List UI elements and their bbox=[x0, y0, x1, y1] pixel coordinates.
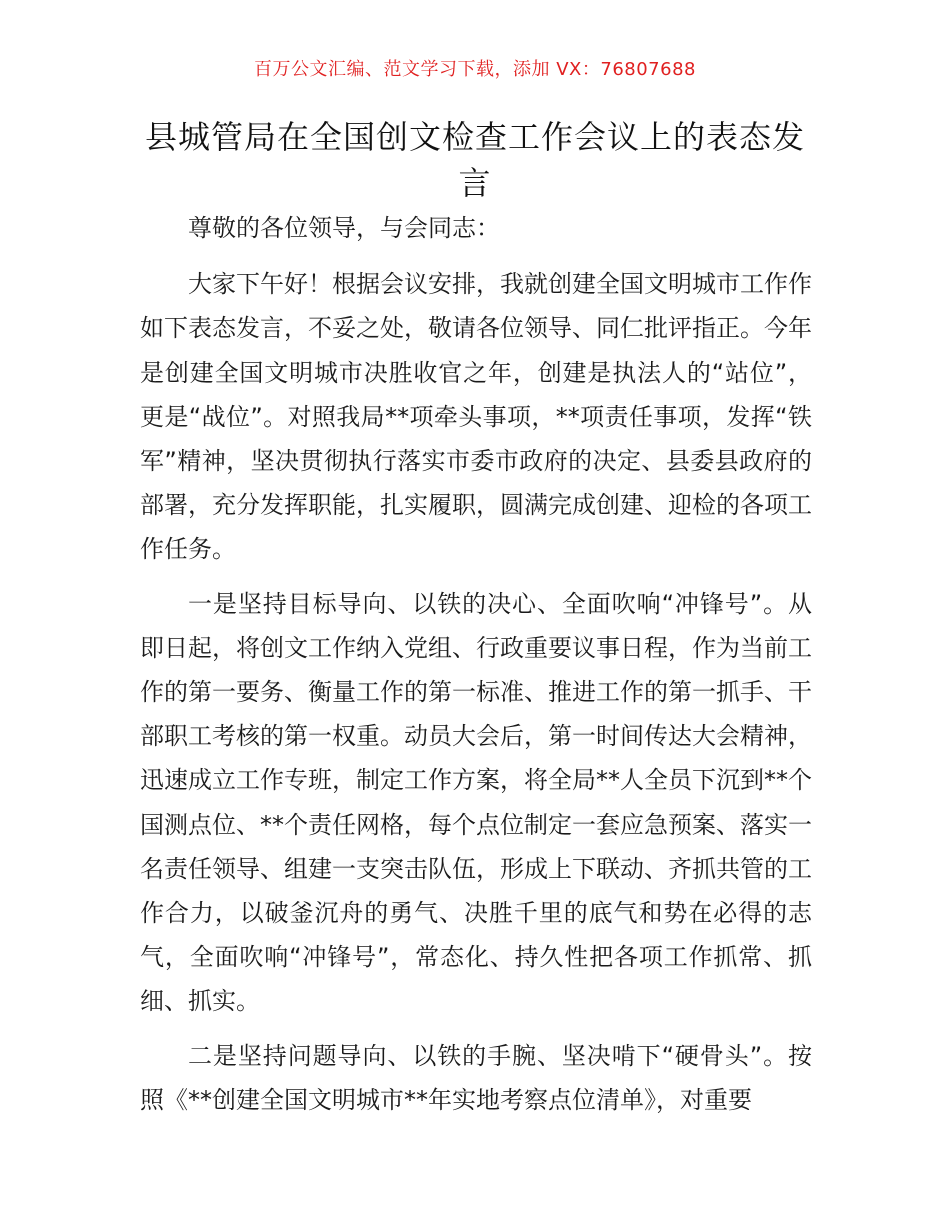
header-watermark-note: 百万公文汇编、范文学习下载，添加 VX：76807688 bbox=[254, 59, 696, 80]
document-title: 县城管局在全国创文检查工作会议上的表态发言 bbox=[144, 118, 805, 202]
paragraph-opening: 大家下午好！根据会议安排，我就创建全国文明城市工作作如下表态发言，不妥之处，敬请各位领导、同仁批评指正。今年是创建全国文明城市决胜收官之年，创建是执法人的“站位”，更是“战位”。对照我局**项牵头事项，**项责任事项，发挥“铁军”精神，坚决贯彻执行落实市委市政府的决定、县委县政府的部署，充分发挥职能，扎实履职，圆满完成创建、迎检的各项工作任务。 bbox=[140, 270, 812, 564]
greeting-line: 尊敬的各位领导，与会同志： bbox=[188, 214, 500, 242]
document-body bbox=[140, 206, 812, 1132]
paragraph-point-one: 一是坚持目标导向、以铁的决心、全面吹响“冲锋号”。从即日起，将创文工作纳入党组、行政重要议事日程，作为当前工作的第一要务、衡量工作的第一标准、推进工作的第一抓手、干部职工考核的第一权重。动员大会后，第一时间传达大会精神，迅速成立工作专班，制定工作方案，将全局**人全员下沉到**个国测点位、**个责任网格，每个点位制定一套应急预案、落实一名责任领导、组建一支突击队伍，形成上下联动、齐抓共管的工作合力，以破釜沉舟的勇气、决胜千里的底气和势在必得的志气，全面吹响“冲锋号”，常态化、持久性把各项工作抓常、抓细、抓实。 bbox=[140, 589, 812, 1016]
paragraph-point-two: 二是坚持问题导向、以铁的手腕、坚决啃下“硬骨头”。按照《**创建全国文明城市**年实地考察点位清单》，对重要 bbox=[140, 1041, 812, 1114]
